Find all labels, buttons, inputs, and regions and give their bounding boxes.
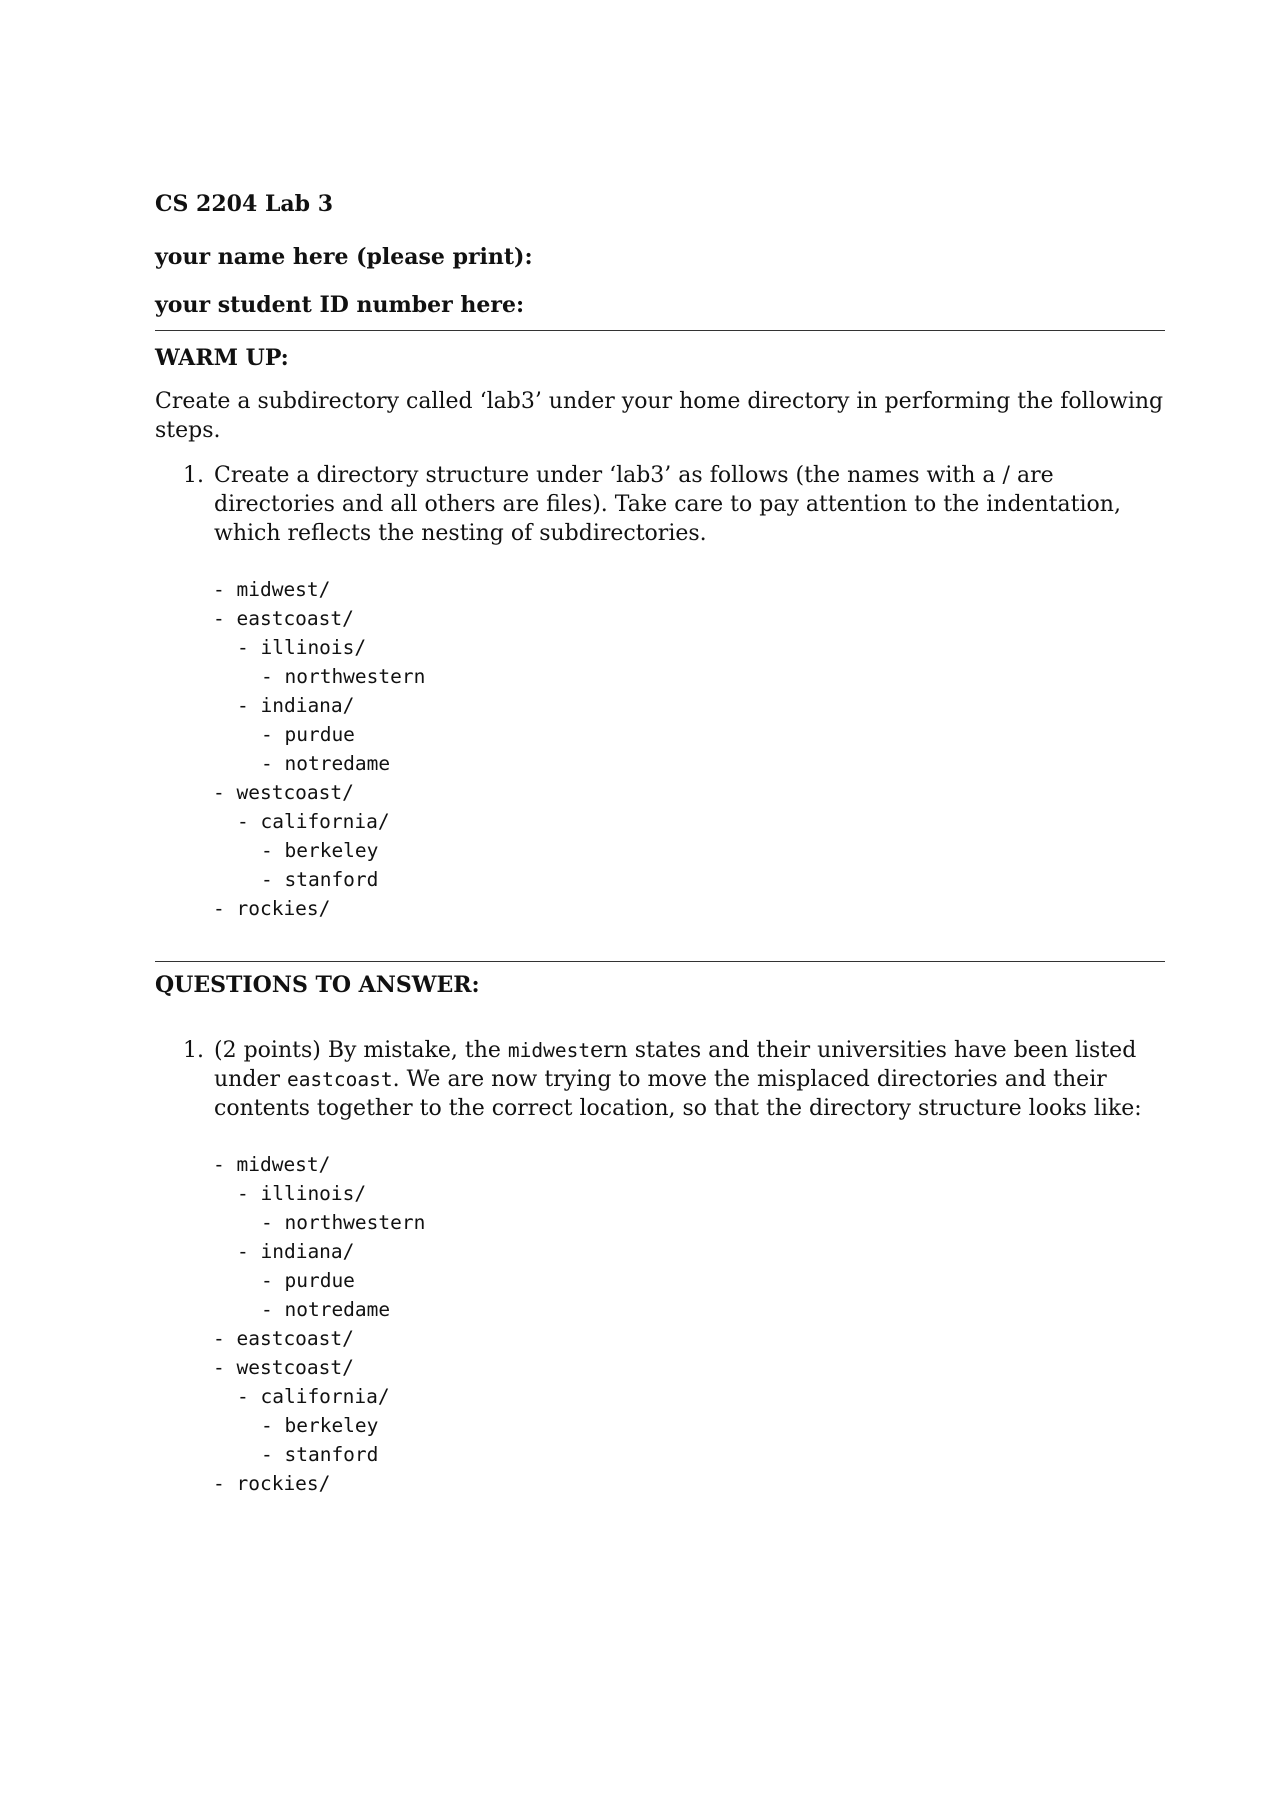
questions-directory-tree <box>213 1150 1165 1498</box>
warmup-tree-entry: - california/ <box>237 810 390 833</box>
divider-top <box>155 330 1165 331</box>
divider-bottom <box>155 961 1165 962</box>
warmup-tree-entry: - rockies/ <box>213 897 331 920</box>
questions-heading: QUESTIONS TO ANSWER: <box>155 972 480 998</box>
questions-tree-entry: - purdue <box>261 1269 355 1292</box>
warmup-tree-entry: - westcoast/ <box>213 781 354 804</box>
question-number: 1. <box>183 1038 204 1063</box>
question-item-1 <box>155 1036 1165 1123</box>
warmup-heading: WARM UP: <box>155 345 289 371</box>
warmup-item-number: 1. <box>183 463 204 488</box>
name-field-label: your name here (please print): <box>155 244 533 270</box>
warmup-tree-entry: - berkeley <box>261 839 379 862</box>
questions-tree-entry: - notredame <box>261 1298 391 1321</box>
questions-tree-entry: - indiana/ <box>237 1240 355 1263</box>
code-eastcoast: eastcoast <box>286 1068 393 1091</box>
warmup-tree-entry: - eastcoast/ <box>213 607 354 630</box>
question-text-mid: ern states and their universities have been listed under <box>214 1038 1137 1092</box>
questions-tree-entry: - stanford <box>261 1443 379 1466</box>
question-text-rest: . We are now trying to move the misplaced directories and their contents together to the correct location, so that the directory structure looks like: <box>214 1067 1142 1121</box>
warmup-tree-entry: - illinois/ <box>237 636 367 659</box>
question-text-start: (2 points) By mistake, the <box>214 1038 508 1063</box>
questions-tree-entry: - eastcoast/ <box>213 1327 354 1350</box>
warmup-tree-entry: - notredame <box>261 752 391 775</box>
questions-tree-entry: - california/ <box>237 1385 390 1408</box>
questions-tree-entry: - berkeley <box>261 1414 379 1437</box>
questions-tree-entry: - illinois/ <box>237 1182 367 1205</box>
warmup-tree-entry: - indiana/ <box>237 694 355 717</box>
questions-tree-entry: - northwestern <box>261 1211 426 1234</box>
warmup-tree-entry: - purdue <box>261 723 355 746</box>
questions-tree-entry: - midwest/ <box>213 1153 331 1176</box>
student-id-field-label: your student ID number here: <box>155 292 525 318</box>
document-title: CS 2204 Lab 3 <box>155 191 334 217</box>
code-midwest: midwest <box>507 1039 591 1062</box>
questions-tree-entry: - westcoast/ <box>213 1356 354 1379</box>
questions-tree-entry: - rockies/ <box>213 1472 331 1495</box>
warmup-tree-entry: - northwestern <box>261 665 426 688</box>
warmup-tree-entry: - stanford <box>261 868 379 891</box>
warmup-item-text: Create a directory structure under ‘lab3’ as follows (the names with a / are directories and all others are files). Take care to pay attention to the indentation, which reflects the nesting of subdirectories. <box>214 463 1121 546</box>
warmup-list <box>155 461 1165 548</box>
warmup-tree-entry: - midwest/ <box>213 578 331 601</box>
warmup-directory-tree <box>213 575 1165 923</box>
warmup-intro: Create a subdirectory called ‘lab3’ under your home directory in performing the following steps. <box>155 389 1164 443</box>
warmup-item-1 <box>155 461 1165 548</box>
lab-document <box>155 190 1165 1498</box>
questions-list <box>155 1036 1165 1123</box>
